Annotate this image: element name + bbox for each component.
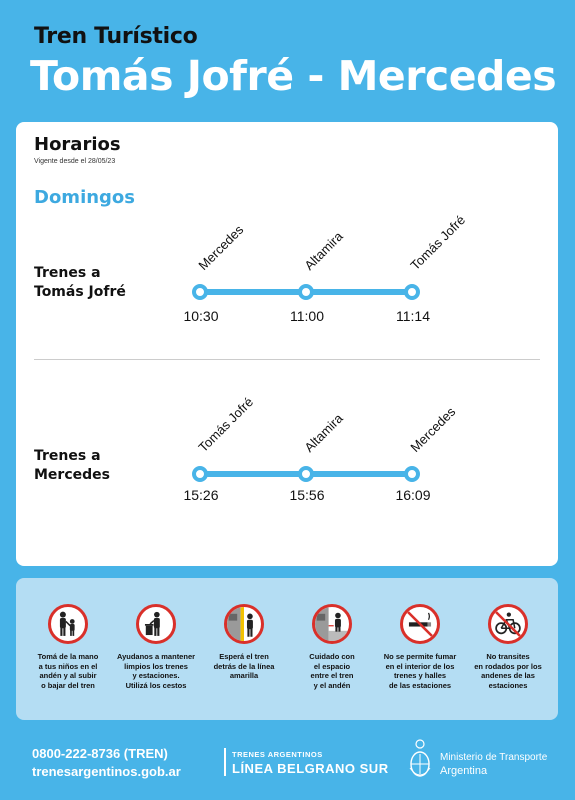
departure-time: 11:14 [396,308,430,324]
rule-item [202,604,286,681]
ministry-name: Ministerio de Transporte [440,752,548,763]
station-name: Tomás Jofré [407,212,469,273]
departure-time: 11:00 [290,308,324,324]
departure-time: 15:26 [183,487,219,503]
stop-marker [298,466,314,482]
station-name: Tomás Jofré [195,394,257,455]
departure-time: 15:56 [289,487,325,503]
station-name: Mercedes [407,404,459,455]
brand-line-name: LÍNEA BELGRANO SUR [232,761,389,776]
route-label-line2: Tomás Jofré [34,284,126,300]
stop-marker [192,284,208,300]
route-label-line1: Trenes a [34,448,101,464]
trash-bin-icon [136,604,176,644]
station-name: Mercedes [195,222,247,273]
route-label-line1: Trenes a [34,265,101,281]
route-label-line2: Mercedes [34,467,110,483]
footer-website-link[interactable]: trenesargentinos.gob.ar [32,764,181,779]
no-bicycle-icon [488,604,528,644]
safety-rules-panel [16,578,558,720]
footer-phone[interactable]: 0800-222-8736 (TREN) [32,746,168,761]
rule-text: No transites en rodados por los andenes de las estaciones [474,652,542,690]
yellow-line-icon [224,604,264,644]
rule-text: No se permite fumar en el interior de los trenes y halles de las estaciones [383,652,457,690]
route-divider [34,359,540,360]
rule-item [290,604,374,690]
rule-item [114,604,198,690]
no-smoking-icon [400,604,440,644]
rule-text: Tomá de la mano a tus niños en el andén y al subir o bajar del tren [37,652,99,690]
route-label-mercedes [34,447,110,485]
header-title: Tomás Jofré - Mercedes [30,52,557,100]
brand-top-label: TRENES ARGENTINOS [232,750,323,759]
rule-text: Ayudanos a mantener limpios los trenes y estaciones. Utilizá los cestos [116,652,196,690]
argentina-emblem-icon [408,738,432,782]
stop-marker [298,284,314,300]
stop-marker [404,466,420,482]
rule-item [466,604,550,690]
rule-text: Cuidado con el espacio entre el tren y el andén [309,652,355,690]
rule-item [26,604,110,690]
child-hand-icon [48,604,88,644]
departure-time: 10:30 [183,308,219,324]
station-name: Altamira [301,410,346,455]
rule-item [378,604,462,690]
departure-time: 16:09 [395,487,431,503]
day-label: Domingos [34,187,136,208]
header-subtitle: Tren Turístico [34,24,198,49]
route-label-tomas-jofre [34,264,126,302]
platform-gap-icon [312,604,352,644]
footer-separator [224,748,226,776]
rule-text: Esperá el tren detrás de la línea amarilla [213,652,275,680]
station-name: Altamira [301,228,346,273]
schedule-card [16,122,558,566]
ministry-country: Argentina [440,765,488,777]
valid-since-text: Vigente desde el 28/05/23 [34,158,116,165]
stop-marker [192,466,208,482]
schedule-heading: Horarios [34,134,121,155]
stop-marker [404,284,420,300]
